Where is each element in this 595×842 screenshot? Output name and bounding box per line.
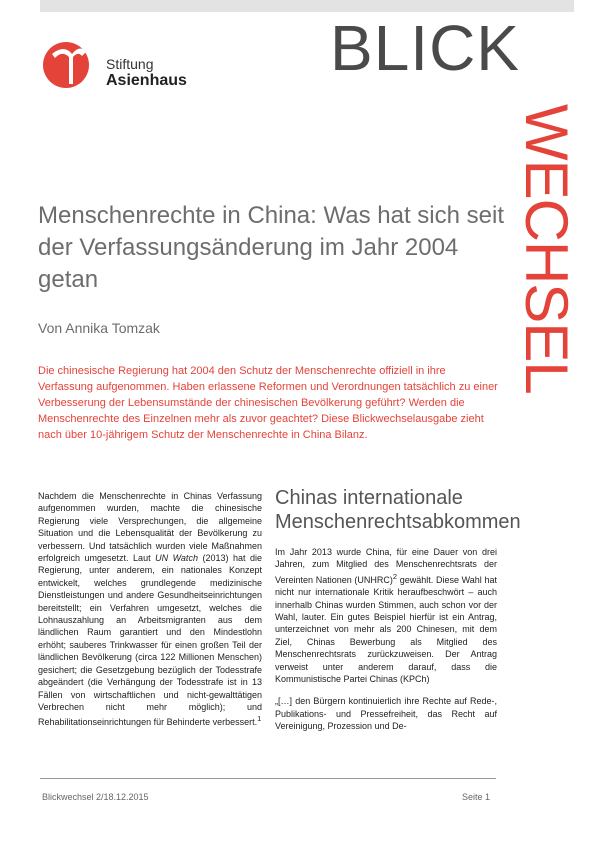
right-column <box>275 486 521 743</box>
masthead-wechsel: WECHSEL <box>513 104 580 394</box>
article-author: Von Annika Tomzak <box>38 320 160 336</box>
asienhaus-logo-icon <box>42 40 102 90</box>
footnote-ref-2[interactable]: 2 <box>392 571 398 581</box>
top-bar <box>40 0 574 12</box>
article-title: Menschenrechte in China: Was hat sich seit der Verfassungsänderung im Jahr 2004 getan <box>38 202 504 293</box>
stiftung-asienhaus-logo[interactable] <box>42 40 192 96</box>
source-name: UN Watch <box>155 553 198 564</box>
footer-page-number: Seite 1 <box>462 792 491 802</box>
section-heading: Chinas internationale Menschenrechtsabkommen <box>275 487 521 533</box>
footnote-ref-1[interactable]: 1 <box>257 714 262 724</box>
body-paragraph <box>38 490 262 729</box>
paragraph-text: gewählt. Diese Wahl hat nicht nur internationale Kritik heraufbeschwört – auch innerhalb Chinas wurden Stimmen, auch schon vor der Wahl, lauter. Ein gutes Beispiel hierfür ist ein Antrag, unterzeichnet von mehr als 200 Chinesen, mit dem Ziel, Chinas Bewerbung als Mitglied des Menschenrechtsrats zurückzuweisen. Der Antrag verweist unter anderem darauf, dass die Kommunistische Partei Chinas (KPCh) <box>275 574 497 685</box>
paragraph-text: Nachdem die Menschenrechte in Chinas Verfassung aufgenommen wurden, machte die chinesische Regierung viele Versprechungen, die allgemeine Situation und die Lebensqualität der Bevölkerung zu verbessern. Und tatsächlich wurden viele Maßnahmen erfolgreich umgesetzt. Laut <box>38 491 262 564</box>
left-column <box>38 490 262 739</box>
footer-issue: Blickwechsel 2/18.12.2015 <box>42 792 149 802</box>
quote-paragraph: „[…] den Bürgern kontinuierlich ihre Rechte auf Rede-, Publikations- und Pressefreiheit, das Recht auf Vereinigung, Prozession und De- <box>275 696 497 732</box>
paragraph-text: Im Jahr 2013 wurde China, für eine Dauer von drei Jahren, zum Mitglied des Menschenrechtsrats der Vereinten Nationen (UNHRC) <box>275 547 497 585</box>
footer-divider <box>40 778 496 779</box>
paragraph-text: (2013) hat die Regierung, unter anderem, ein nationales Konzept entwickelt, welches grundlegende medizinische Dienstleistungen und andere Gesundheitseinrichtungen bereitstellt; ein Verfahren umgesetzt, welches die Lohnauszahlung an Arbeitsmigranten aus dem ländlichen Raum garantiert und den Mindestlohn erhöht; sauberes Trinkwasser für einen großen Teil der ländlichen Bevölkerung (circa 122 Millionen Menschen) gesichert; die Gesetzgebung bezüglich der Todesstrafe abgeändert (die Verhängung der Todesstrafe ist in 13 Fällen von wirtschaftlichen und nicht-gewalttätigen Verbrechen nicht mehr möglich); und Rehabilitationseinrichtungen für Behinderte verbessert. <box>38 553 263 728</box>
logo-text-asienhaus: Asienhaus <box>106 72 187 89</box>
logo-text-stiftung: Stiftung <box>106 56 154 72</box>
article-lead: Die chinesische Regierung hat 2004 den Schutz der Menschenrechte offiziell in ihre Verfassung aufgenommen. Haben erlassene Reformen und Verordnungen tatsächlich zu einer Verbesserung der Lebensumstände der chinesischen Bevölkerung geführt? Werden die Menschenrechte des Einzelnen mehr als zuvor geachtet? Diese Blickwechselausgabe zieht nach über 10-jährigem Schutz der Menschenrechte in China Bilanz. <box>38 365 498 441</box>
masthead-blick: BLICK <box>330 12 520 84</box>
body-paragraph <box>275 546 497 685</box>
